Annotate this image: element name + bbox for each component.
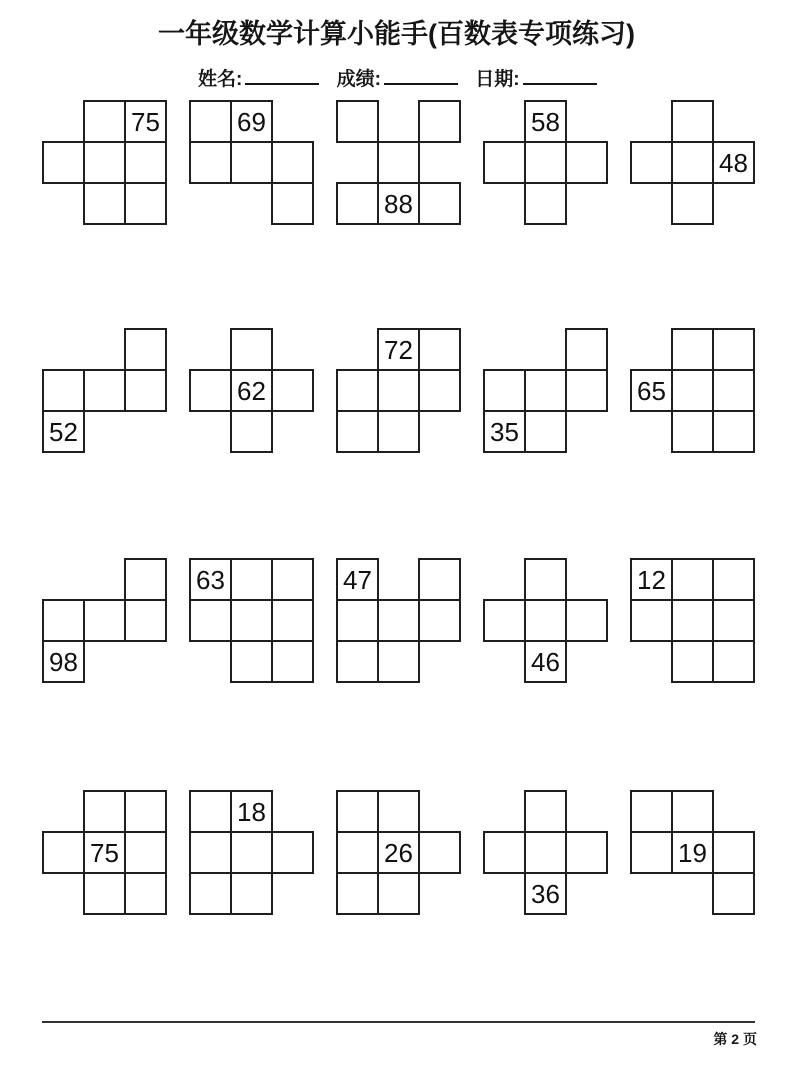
empty-answer-cell [124, 599, 167, 642]
empty-answer-cell [124, 182, 167, 225]
puzzle-grid [630, 558, 755, 683]
empty-answer-cell [124, 141, 167, 184]
puzzle-grid [630, 328, 755, 453]
empty-answer-cell [524, 599, 567, 642]
puzzle-row-3 [42, 558, 755, 683]
empty-answer-cell [483, 831, 526, 874]
puzzle-grid [630, 790, 755, 915]
empty-answer-cell [83, 872, 126, 915]
empty-answer-cell [336, 410, 379, 453]
empty-answer-cell [418, 831, 461, 874]
empty-answer-cell [336, 831, 379, 874]
puzzle-grid [336, 790, 461, 915]
empty-answer-cell [83, 369, 126, 412]
empty-answer-cell [271, 599, 314, 642]
empty-answer-cell [377, 369, 420, 412]
empty-answer-cell [630, 141, 673, 184]
given-number-cell: 62 [230, 369, 273, 412]
empty-answer-cell [671, 141, 714, 184]
empty-answer-cell [418, 182, 461, 225]
puzzle-grid [42, 790, 167, 915]
empty-answer-cell [124, 558, 167, 601]
empty-answer-cell [712, 599, 755, 642]
empty-answer-cell [565, 328, 608, 371]
empty-answer-cell [630, 831, 673, 874]
given-number-cell: 48 [712, 141, 755, 184]
empty-answer-cell [189, 872, 232, 915]
empty-answer-cell [565, 369, 608, 412]
given-number-cell: 36 [524, 872, 567, 915]
empty-answer-cell [524, 558, 567, 601]
empty-answer-cell [83, 599, 126, 642]
empty-answer-cell [42, 141, 85, 184]
footer-rule [42, 1021, 755, 1023]
empty-answer-cell [630, 790, 673, 833]
empty-answer-cell [377, 872, 420, 915]
empty-answer-cell [483, 599, 526, 642]
empty-answer-cell [712, 558, 755, 601]
puzzle-grid [42, 328, 167, 453]
score-field-label: 成绩: [336, 69, 381, 90]
empty-answer-cell [418, 328, 461, 371]
empty-answer-cell [230, 141, 273, 184]
empty-answer-cell [42, 369, 85, 412]
given-number-cell: 72 [377, 328, 420, 371]
empty-answer-cell [630, 599, 673, 642]
page-title: 一年级数学计算小能手(百数表专项练习) [158, 19, 635, 49]
given-number-cell: 46 [524, 640, 567, 683]
puzzle-grid [483, 100, 608, 225]
puzzle-grid [336, 100, 461, 225]
empty-answer-cell [124, 872, 167, 915]
empty-answer-cell [524, 790, 567, 833]
empty-answer-cell [524, 141, 567, 184]
given-number-cell: 47 [336, 558, 379, 601]
empty-answer-cell [230, 410, 273, 453]
given-number-cell: 75 [83, 831, 126, 874]
given-number-cell: 63 [189, 558, 232, 601]
puzzle-row-1 [42, 100, 755, 225]
date-field-label: 日期: [475, 69, 520, 90]
score-field [337, 69, 458, 90]
empty-answer-cell [524, 410, 567, 453]
date-field [475, 69, 596, 90]
empty-answer-cell [336, 182, 379, 225]
empty-answer-cell [230, 599, 273, 642]
empty-answer-cell [671, 640, 714, 683]
empty-answer-cell [271, 831, 314, 874]
puzzle-grid [483, 790, 608, 915]
score-blank-line [384, 66, 458, 85]
empty-answer-cell [377, 599, 420, 642]
empty-answer-cell [83, 141, 126, 184]
puzzle-grid [336, 328, 461, 453]
empty-answer-cell [712, 328, 755, 371]
name-field-label: 姓名: [198, 69, 243, 90]
empty-answer-cell [377, 790, 420, 833]
given-number-cell: 26 [377, 831, 420, 874]
empty-answer-cell [189, 599, 232, 642]
puzzle-grid [189, 558, 314, 683]
empty-answer-cell [712, 640, 755, 683]
given-number-cell: 18 [230, 790, 273, 833]
empty-answer-cell [524, 182, 567, 225]
empty-answer-cell [671, 790, 714, 833]
given-number-cell: 19 [671, 831, 714, 874]
empty-answer-cell [189, 100, 232, 143]
empty-answer-cell [418, 100, 461, 143]
given-number-cell: 52 [42, 410, 85, 453]
empty-answer-cell [230, 872, 273, 915]
empty-answer-cell [712, 410, 755, 453]
empty-answer-cell [377, 640, 420, 683]
given-number-cell: 69 [230, 100, 273, 143]
empty-answer-cell [336, 599, 379, 642]
puzzle-grid [336, 558, 461, 683]
puzzle-grid [42, 558, 167, 683]
empty-answer-cell [271, 369, 314, 412]
empty-answer-cell [271, 141, 314, 184]
empty-answer-cell [418, 558, 461, 601]
puzzle-grid [189, 100, 314, 225]
empty-answer-cell [230, 558, 273, 601]
empty-answer-cell [124, 328, 167, 371]
given-number-cell: 65 [630, 369, 673, 412]
empty-answer-cell [83, 100, 126, 143]
empty-answer-cell [189, 141, 232, 184]
puzzle-grid [42, 100, 167, 225]
empty-answer-cell [271, 558, 314, 601]
empty-answer-cell [336, 640, 379, 683]
given-number-cell: 12 [630, 558, 673, 601]
empty-answer-cell [271, 640, 314, 683]
empty-answer-cell [377, 410, 420, 453]
puzzle-grid [630, 100, 755, 225]
puzzle-grid [483, 328, 608, 453]
empty-answer-cell [712, 831, 755, 874]
empty-answer-cell [418, 369, 461, 412]
date-blank-line [523, 66, 597, 85]
puzzle-row-4 [42, 790, 755, 915]
empty-answer-cell [671, 182, 714, 225]
page-number: 第 2 页 [713, 1031, 757, 1047]
empty-answer-cell [42, 831, 85, 874]
header-fields [198, 64, 609, 91]
empty-answer-cell [671, 599, 714, 642]
name-field [198, 69, 319, 90]
name-blank-line [245, 66, 319, 85]
empty-answer-cell [189, 790, 232, 833]
empty-answer-cell [712, 872, 755, 915]
empty-answer-cell [671, 100, 714, 143]
given-number-cell: 88 [377, 182, 420, 225]
empty-answer-cell [671, 328, 714, 371]
empty-answer-cell [230, 328, 273, 371]
empty-answer-cell [565, 599, 608, 642]
empty-answer-cell [124, 831, 167, 874]
empty-answer-cell [377, 141, 420, 184]
empty-answer-cell [671, 369, 714, 412]
empty-answer-cell [189, 369, 232, 412]
empty-answer-cell [671, 558, 714, 601]
empty-answer-cell [524, 831, 567, 874]
given-number-cell: 98 [42, 640, 85, 683]
given-number-cell: 35 [483, 410, 526, 453]
empty-answer-cell [83, 182, 126, 225]
puzzle-grid [189, 328, 314, 453]
empty-answer-cell [565, 831, 608, 874]
empty-answer-cell [271, 182, 314, 225]
empty-answer-cell [42, 599, 85, 642]
empty-answer-cell [336, 872, 379, 915]
empty-answer-cell [336, 790, 379, 833]
empty-answer-cell [230, 831, 273, 874]
empty-answer-cell [336, 369, 379, 412]
puzzle-grid [189, 790, 314, 915]
empty-answer-cell [124, 790, 167, 833]
puzzle-row-2 [42, 328, 755, 453]
given-number-cell: 58 [524, 100, 567, 143]
empty-answer-cell [230, 640, 273, 683]
empty-answer-cell [565, 141, 608, 184]
empty-answer-cell [336, 100, 379, 143]
empty-answer-cell [671, 410, 714, 453]
empty-answer-cell [189, 831, 232, 874]
empty-answer-cell [524, 369, 567, 412]
given-number-cell: 75 [124, 100, 167, 143]
empty-answer-cell [124, 369, 167, 412]
empty-answer-cell [712, 369, 755, 412]
puzzle-grid [483, 558, 608, 683]
empty-answer-cell [483, 369, 526, 412]
empty-answer-cell [483, 141, 526, 184]
empty-answer-cell [418, 599, 461, 642]
empty-answer-cell [83, 790, 126, 833]
